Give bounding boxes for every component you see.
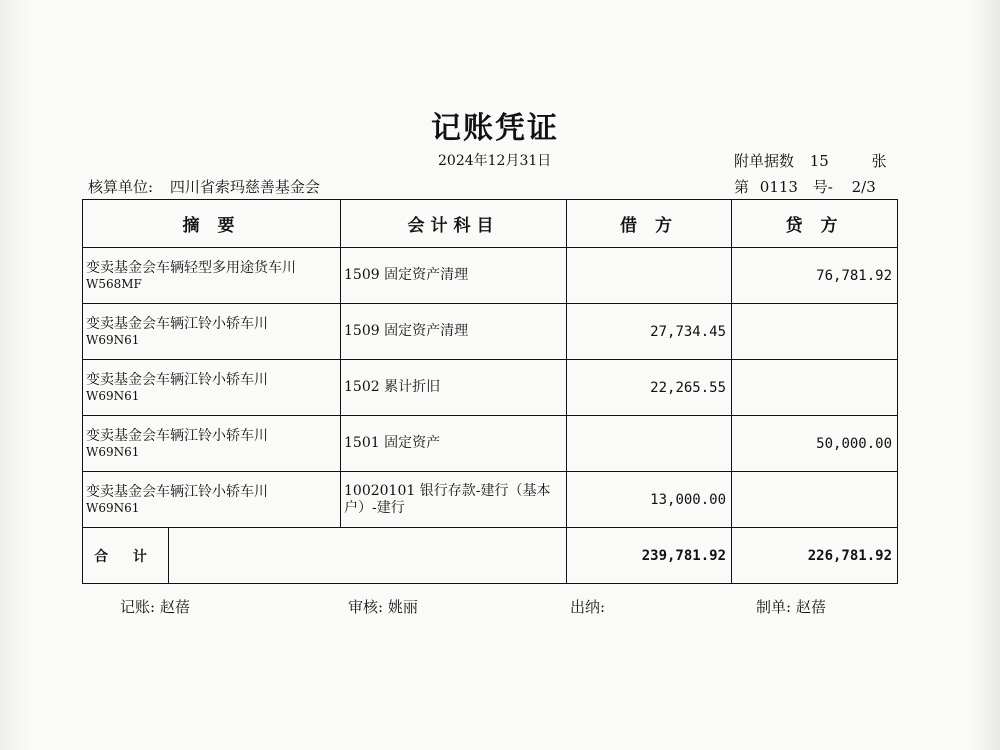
summary-line2: W69N61 <box>86 444 140 459</box>
column-header-credit: 贷 方 <box>732 200 898 248</box>
total-row <box>83 528 898 584</box>
account-cell: 1509 固定资产清理 <box>341 248 567 304</box>
column-header-account: 会计科目 <box>341 200 567 248</box>
summary-cell <box>83 304 341 360</box>
summary-line2: W69N61 <box>86 332 140 347</box>
credit-cell <box>732 360 898 416</box>
debit-cell: 13,000.00 <box>567 472 732 528</box>
unit-name: 四川省索玛慈善基金会 <box>169 178 320 196</box>
total-debit: 239,781.92 <box>567 528 732 584</box>
summary-line1: 变卖基金会车辆江铃小轿车川 <box>86 315 268 332</box>
table-row <box>83 416 898 472</box>
voucher-table <box>82 199 898 584</box>
summary-line1: 变卖基金会车辆江铃小轿车川 <box>86 427 268 444</box>
voucher-suffix: 号- <box>812 178 833 196</box>
table-row <box>83 304 898 360</box>
unit-label: 核算单位: <box>88 178 154 196</box>
debit-cell: 27,734.45 <box>567 304 732 360</box>
attachment-unit: 张 <box>871 152 887 170</box>
account-cell: 10020101 银行存款-建行（基本户）-建行 <box>341 472 567 528</box>
attachment-count <box>734 150 887 171</box>
voucher-prefix: 第 <box>734 178 750 196</box>
debit-cell: 22,265.55 <box>567 360 732 416</box>
account-cell: 1509 固定资产清理 <box>341 304 567 360</box>
total-label: 合 计 <box>83 528 169 584</box>
credit-cell: 50,000.00 <box>732 416 898 472</box>
credit-cell <box>732 472 898 528</box>
summary-line2: W568MF <box>86 276 142 291</box>
total-blank-cell <box>169 528 567 584</box>
summary-line1: 变卖基金会车辆江铃小轿车川 <box>86 371 268 388</box>
summary-cell <box>83 248 341 304</box>
voucher-no: 0113 <box>759 178 798 196</box>
bookkeeper-signature: 记账: 赵蓓 <box>120 598 190 616</box>
accounting-unit <box>88 176 320 197</box>
column-header-debit: 借 方 <box>567 200 732 248</box>
attachment-label: 附单据数 <box>734 152 795 170</box>
account-cell: 1502 累计折旧 <box>341 360 567 416</box>
total-credit: 226,781.92 <box>732 528 898 584</box>
table-header-row <box>83 200 898 248</box>
debit-cell <box>567 248 732 304</box>
column-header-summary: 摘 要 <box>83 200 341 248</box>
voucher-number <box>734 176 876 197</box>
summary-line2: W69N61 <box>86 388 140 403</box>
summary-cell <box>83 472 341 528</box>
cashier-signature: 出纳: <box>570 598 606 616</box>
summary-cell <box>83 360 341 416</box>
voucher-page: 2/3 <box>851 178 876 196</box>
preparer-signature: 制单: 赵蓓 <box>756 598 826 616</box>
summary-line1: 变卖基金会车辆江铃小轿车川 <box>86 483 268 500</box>
table-row <box>83 472 898 528</box>
credit-cell: 76,781.92 <box>732 248 898 304</box>
table-row <box>83 360 898 416</box>
summary-line2: W69N61 <box>86 500 140 515</box>
account-cell: 1501 固定资产 <box>341 416 567 472</box>
page-title: 记账凭证 <box>431 111 559 146</box>
voucher-date: 2024年12月31日 <box>438 153 552 169</box>
summary-cell <box>83 416 341 472</box>
credit-cell <box>732 304 898 360</box>
attachment-value: 15 <box>809 152 829 170</box>
table-row <box>83 248 898 304</box>
debit-cell <box>567 416 732 472</box>
summary-line1: 变卖基金会车辆轻型多用途货车川 <box>86 259 296 276</box>
auditor-signature: 审核: 姚丽 <box>348 598 418 616</box>
